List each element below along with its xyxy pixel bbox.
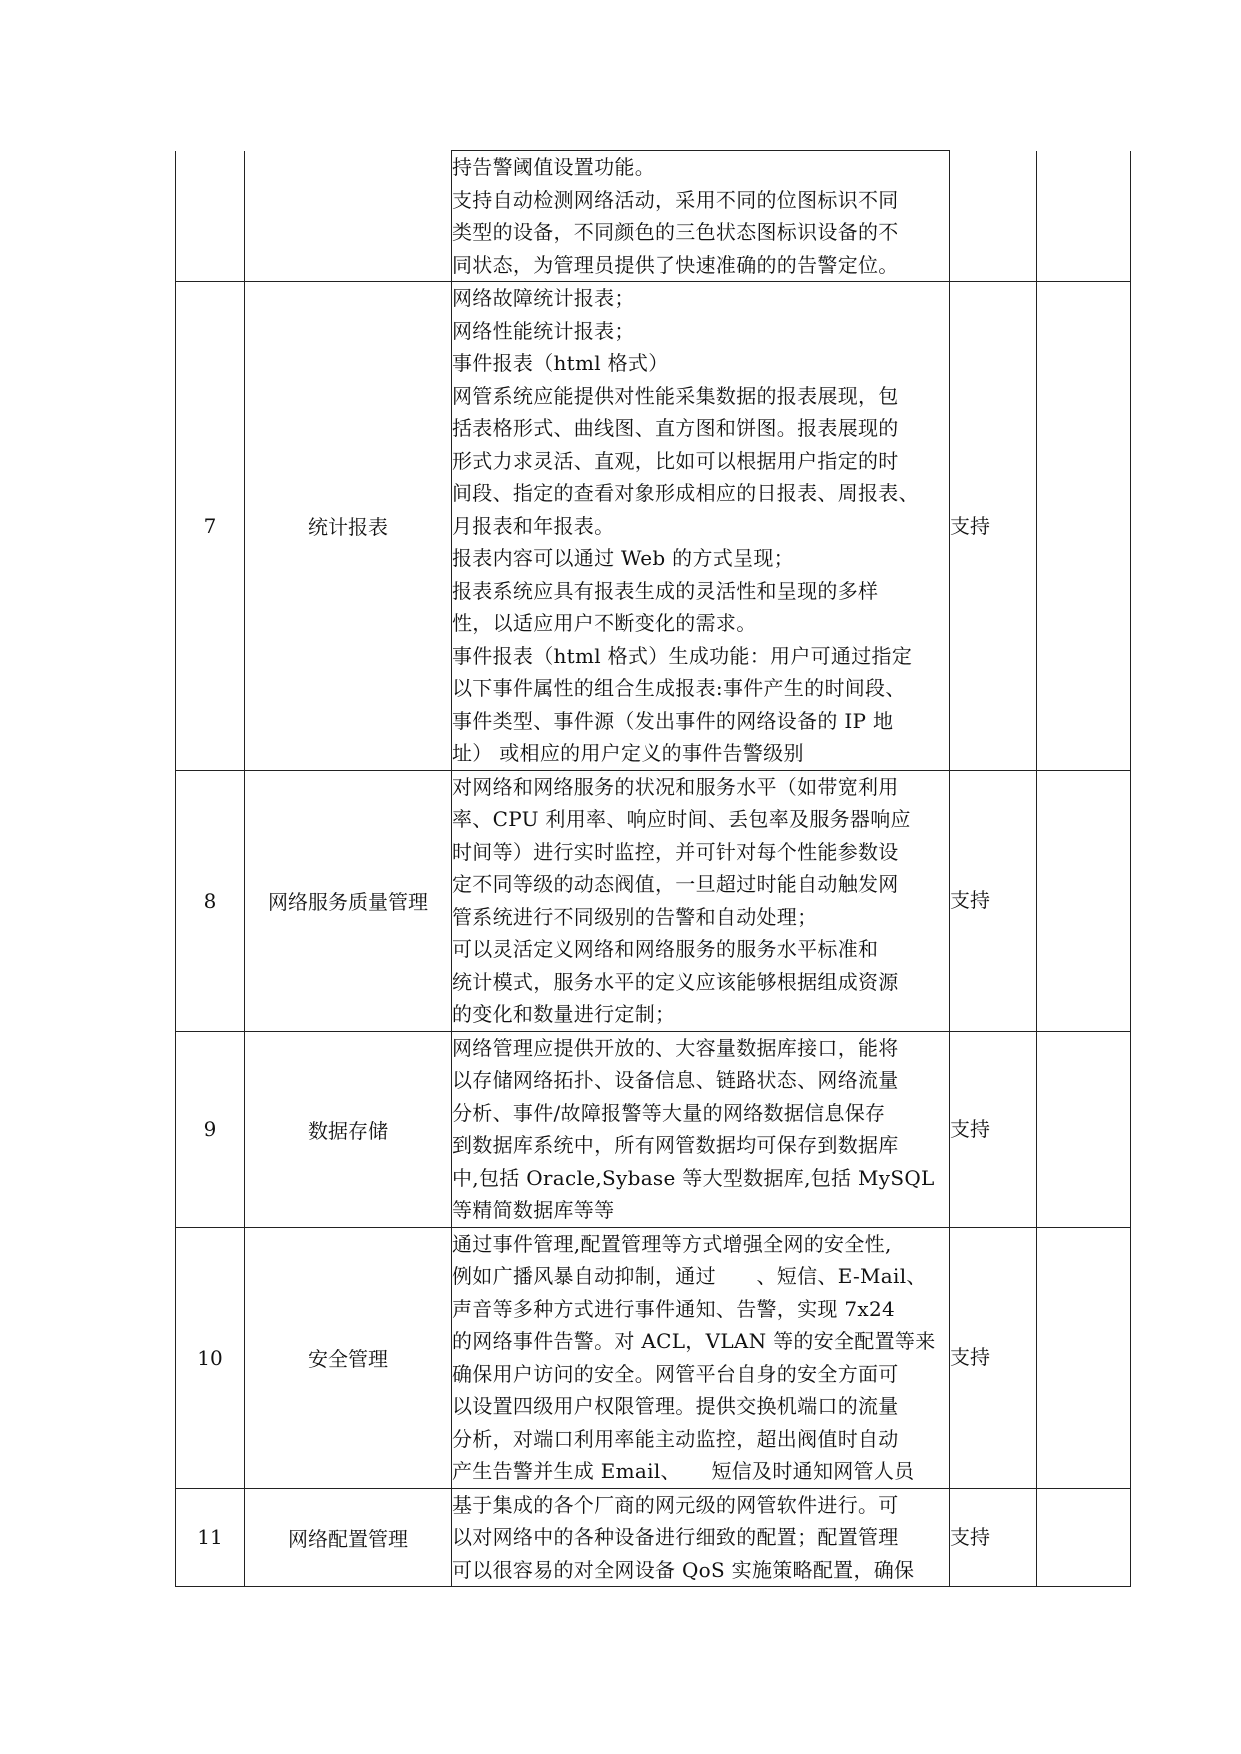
description-line: 类型的设备，不同颜色的三色状态图标识设备的不 bbox=[452, 220, 899, 244]
requirements-table bbox=[175, 150, 1131, 1587]
description-line: 事件类型、事件源（发出事件的网络设备的 IP 地 bbox=[452, 708, 894, 733]
remarks-cell bbox=[1037, 282, 1131, 771]
row-number: 9 bbox=[176, 1031, 245, 1227]
description-line: 管系统进行不同级别的告警和自动处理； bbox=[452, 904, 818, 929]
description-line: 网管系统应能提供对性能采集数据的报表展现，包 bbox=[452, 383, 899, 408]
description-line: 以存储网络拓扑、设备信息、链路状态、网络流量 bbox=[452, 1068, 899, 1092]
row-number: 7 bbox=[176, 282, 245, 771]
row-number: 11 bbox=[176, 1488, 245, 1587]
table-row bbox=[176, 151, 1131, 282]
support-label: 支持 bbox=[950, 1525, 990, 1549]
support-status bbox=[950, 151, 1037, 282]
item-description bbox=[452, 1488, 950, 1587]
item-description bbox=[452, 770, 950, 1031]
description-line: 到数据库系统中，所有网管数据均可保存到数据库 bbox=[452, 1133, 899, 1157]
item-name: 统计报表 bbox=[245, 282, 452, 771]
description-line: 声音等多种方式进行事件通知、告警，实现 7x24 bbox=[452, 1296, 896, 1321]
table-row bbox=[176, 1488, 1131, 1587]
row-number bbox=[176, 151, 245, 282]
description-line: 月报表和年报表。 bbox=[452, 513, 615, 538]
remarks-cell bbox=[1037, 770, 1131, 1031]
requirements-table-body bbox=[176, 151, 1131, 1587]
description-line: 中,包括 Oracle,Sybase 等大型数据库,包括 MySQL bbox=[452, 1165, 935, 1190]
table-row bbox=[176, 770, 1131, 1031]
item-name: 网络配置管理 bbox=[245, 1488, 452, 1587]
description-line: 通过事件管理,配置管理等方式增强全网的安全性, bbox=[452, 1231, 892, 1256]
description-line: 以下事件属性的组合生成报表:事件产生的时间段、 bbox=[452, 676, 906, 700]
description-line: 网络管理应提供开放的、大容量数据库接口，能将 bbox=[452, 1035, 899, 1060]
description-line: 基于集成的各个厂商的网元级的网管软件进行。可 bbox=[452, 1492, 899, 1517]
remarks-cell bbox=[1037, 1031, 1131, 1227]
support-status bbox=[950, 282, 1037, 771]
description-line: 性，以适应用户不断变化的需求。 bbox=[452, 611, 757, 635]
item-name: 网络服务质量管理 bbox=[245, 770, 452, 1031]
item-name: 安全管理 bbox=[245, 1227, 452, 1488]
description-line: 的变化和数量进行定制； bbox=[452, 1002, 676, 1026]
description-line: 定不同等级的动态阀值，一旦超过时能自动触发网 bbox=[452, 872, 899, 896]
description-line: 形式力求灵活、直观，比如可以根据用户指定的时 bbox=[452, 448, 899, 473]
description-line: 例如广播风暴自动抑制，通过 、短信、E-Mail、 bbox=[452, 1264, 927, 1288]
description-line: 支持自动检测网络活动，采用不同的位图标识不同 bbox=[452, 187, 899, 212]
description-line: 分析、事件/故障报警等大量的网络数据信息保存 bbox=[452, 1100, 886, 1125]
support-status bbox=[950, 1031, 1037, 1227]
remarks-cell bbox=[1037, 1488, 1131, 1587]
description-line: 址） 或相应的用户定义的事件告警级别 bbox=[452, 741, 804, 765]
table-row bbox=[176, 282, 1131, 771]
remarks-cell bbox=[1037, 1227, 1131, 1488]
description-line: 的网络事件告警。对 ACL，VLAN 等的安全配置等来 bbox=[452, 1329, 936, 1353]
row-number: 10 bbox=[176, 1227, 245, 1488]
description-line: 确保用户访问的安全。网管平台自身的安全方面可 bbox=[452, 1361, 899, 1386]
description-line: 可以很容易的对全网设备 QoS 实施策略配置，确保 bbox=[452, 1557, 915, 1582]
item-description bbox=[452, 282, 950, 771]
table-row bbox=[176, 1031, 1131, 1227]
description-line: 事件报表（html 格式）生成功能：用户可通过指定 bbox=[452, 643, 913, 668]
description-line: 持告警阈值设置功能。 bbox=[452, 155, 655, 179]
row-number: 8 bbox=[176, 770, 245, 1031]
description-line: 率、CPU 利用率、响应时间、丢包率及服务器响应 bbox=[452, 807, 911, 831]
item-name: 数据存储 bbox=[245, 1031, 452, 1227]
support-label: 支持 bbox=[950, 513, 990, 538]
description-line: 网络故障统计报表； bbox=[452, 286, 635, 310]
item-description bbox=[452, 151, 950, 282]
support-label: 支持 bbox=[950, 1116, 990, 1141]
description-line: 对网络和网络服务的状况和服务水平（如带宽利用 bbox=[452, 774, 899, 799]
support-label: 支持 bbox=[950, 1345, 990, 1370]
description-line: 产生告警并生成 Email、 短信及时通知网管人员 bbox=[452, 1459, 915, 1483]
support-status bbox=[950, 1227, 1037, 1488]
description-line: 统计模式，服务水平的定义应该能够根据组成资源 bbox=[452, 969, 899, 994]
remarks-cell bbox=[1037, 151, 1131, 282]
support-status bbox=[950, 770, 1037, 1031]
description-line: 可以灵活定义网络和网络服务的服务水平标准和 bbox=[452, 937, 879, 961]
description-line: 间段、指定的查看对象形成相应的日报表、周报表、 bbox=[452, 481, 919, 505]
support-status bbox=[950, 1488, 1037, 1587]
description-line: 同状态，为管理员提供了快速准确的的告警定位。 bbox=[452, 252, 899, 277]
table-row bbox=[176, 1227, 1131, 1488]
description-line: 等精简数据库等等 bbox=[452, 1198, 615, 1222]
description-line: 括表格形式、曲线图、直方图和饼图。报表展现的 bbox=[452, 416, 899, 440]
item-description bbox=[452, 1031, 950, 1227]
item-description bbox=[452, 1227, 950, 1488]
description-line: 事件报表（html 格式） bbox=[452, 351, 669, 375]
description-line: 以设置四级用户权限管理。提供交换机端口的流量 bbox=[452, 1394, 899, 1418]
description-line: 以对网络中的各种设备进行细致的配置；配置管理 bbox=[452, 1525, 899, 1549]
item-name bbox=[245, 151, 452, 282]
description-line: 时间等）进行实时监控，并可针对每个性能参数设 bbox=[452, 839, 899, 864]
support-label: 支持 bbox=[950, 888, 990, 913]
description-line: 分析，对端口利用率能主动监控，超出阀值时自动 bbox=[452, 1426, 899, 1451]
description-line: 报表系统应具有报表生成的灵活性和呈现的多样 bbox=[452, 578, 879, 603]
description-line: 网络性能统计报表； bbox=[452, 318, 635, 343]
description-line: 报表内容可以通过 Web 的方式呈现； bbox=[452, 546, 794, 570]
